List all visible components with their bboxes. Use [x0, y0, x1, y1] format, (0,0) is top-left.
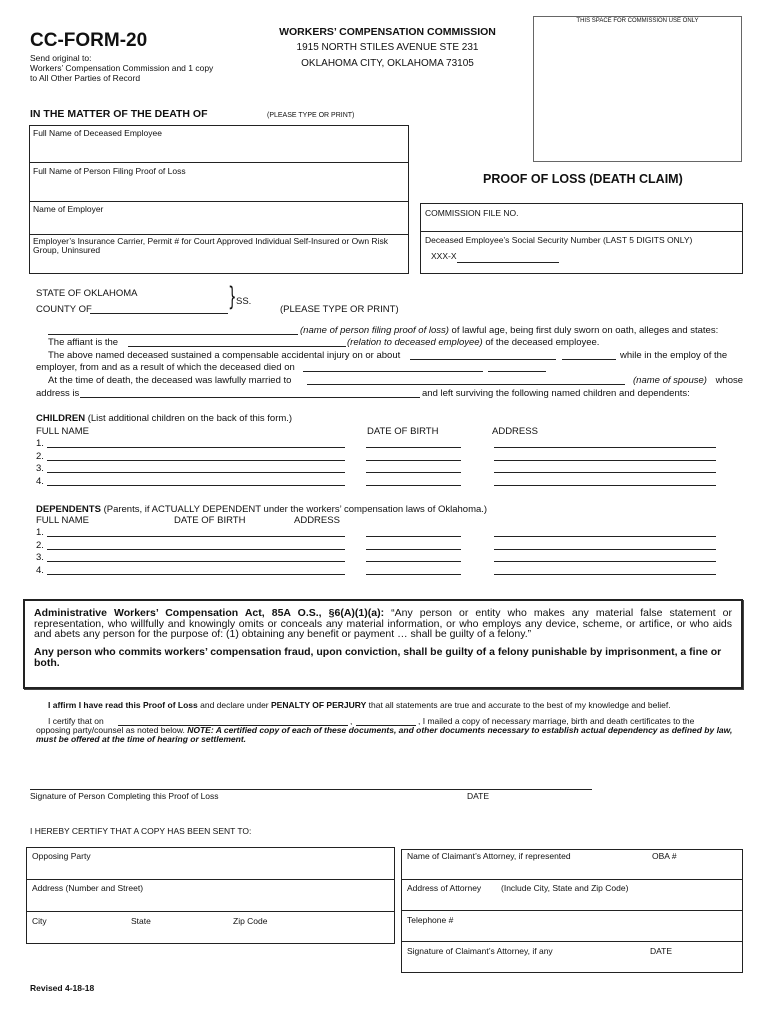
child-2-name[interactable] [47, 460, 345, 461]
attorney-signature-field[interactable] [401, 941, 743, 973]
certify-comma: , [350, 716, 353, 726]
injury-date-input[interactable] [410, 359, 556, 360]
child-row-2-num: 2. [36, 451, 44, 462]
relation-hint: (relation to deceased employee) [347, 337, 483, 348]
affirm-bold-2: PENALTY OF PERJURY [271, 700, 367, 710]
spouse-address-input[interactable] [80, 397, 420, 398]
state-label: State [131, 916, 151, 926]
city-label: City [32, 916, 47, 926]
agency-address-2: OKLAHOMA CITY, OKLAHOMA 73105 [301, 58, 474, 69]
dependents-heading [36, 504, 487, 515]
signature-date-label: DATE [467, 791, 490, 801]
ssn-field[interactable] [420, 231, 743, 274]
opposing-party-label: Opposing Party [32, 851, 91, 861]
attorney-date-label: DATE [650, 946, 673, 956]
body-line-2 [347, 337, 599, 348]
death-label: employer, from and as a result of which the deceased died on [36, 362, 295, 373]
death-year-input[interactable] [488, 371, 546, 372]
dependents-note: (Parents, if ACTUALLY DEPENDENT under the workers’ compensation laws of Oklahoma.) [103, 504, 488, 515]
child-row-4-num: 4. [36, 476, 44, 487]
children-note: (List additional children on the back of this form.) [87, 413, 293, 424]
deceased-name-label: Full Name of Deceased Employee [33, 128, 162, 138]
dependents-col-address: ADDRESS [294, 515, 340, 526]
carrier-field[interactable] [29, 234, 409, 274]
dependent-2-dob[interactable] [366, 549, 461, 550]
child-3-name[interactable] [47, 472, 345, 473]
carrier-label: Employer’s Insurance Carrier, Permit # for Court Approved Individual Self-Insured or Own Risk Group, Uninsured [33, 236, 388, 255]
married-label: At the time of death, the deceased was lawfully married to [48, 375, 292, 386]
affirm-bold-1: I affirm I have read this Proof of Loss [48, 700, 198, 710]
spouse-hint: (name of spouse) [633, 375, 707, 386]
child-1-dob[interactable] [366, 447, 461, 448]
child-2-address[interactable] [494, 460, 716, 461]
county-input[interactable] [90, 313, 228, 314]
matter-please-print: (PLEASE TYPE OR PRINT) [267, 112, 355, 119]
child-1-address[interactable] [494, 447, 716, 448]
dependent-3-dob[interactable] [366, 561, 461, 562]
state-line: STATE OF OKLAHOMA [36, 288, 138, 299]
body-line-2-end: of the deceased employee. [485, 337, 600, 348]
certify-note: NOTE: A certified copy of each of these documents, and other documents necessary to establish actual dependency as defined by law, must be offered at the time of hearing or settlement. [36, 725, 733, 744]
opposing-address-field[interactable] [26, 879, 395, 912]
ssn-prefix: XXX-X [431, 251, 457, 261]
employ-label: while in the employ of the [620, 350, 728, 361]
state-please-print: (PLEASE TYPE OR PRINT) [280, 304, 399, 315]
relation-input[interactable] [128, 346, 346, 347]
send-original [30, 53, 213, 83]
filer-name-field[interactable] [29, 162, 409, 202]
whose-label: whose [715, 375, 744, 386]
dependent-4-name[interactable] [47, 574, 345, 575]
commission-use-label: THIS SPACE FOR COMMISSION USE ONLY [576, 18, 699, 24]
dependent-1-address[interactable] [494, 536, 716, 537]
form-title: PROOF OF LOSS (DEATH CLAIM) [483, 172, 683, 186]
commission-file-label: COMMISSION FILE NO. [425, 208, 519, 218]
ss-label: SS. [236, 296, 252, 307]
dependent-3-name[interactable] [47, 561, 345, 562]
body-line-1-text: of lawful age, being first duly sworn on oath, alleges and states: [451, 325, 719, 336]
affirm-mid: and declare under [200, 700, 269, 710]
zip-label: Zip Code [233, 916, 268, 926]
children-col-dob: DATE OF BIRTH [367, 426, 439, 437]
dependent-1-name[interactable] [47, 536, 345, 537]
dependent-4-dob[interactable] [366, 574, 461, 575]
revised-date: Revised 4-18-18 [30, 983, 95, 993]
agency-block [265, 24, 510, 72]
send-original-line-1: Send original to: [30, 53, 92, 63]
child-row-3-num: 3. [36, 463, 44, 474]
child-4-address[interactable] [494, 485, 716, 486]
oba-label: OBA # [652, 851, 677, 861]
attorney-address-label: Address of Attorney [407, 883, 482, 893]
ssn-input-line[interactable] [457, 262, 559, 263]
attorney-address-field[interactable] [401, 879, 743, 911]
attorney-telephone-field[interactable] [401, 910, 743, 942]
injury-year-input[interactable] [562, 359, 616, 360]
signature-line[interactable] [30, 789, 592, 790]
spouse-input[interactable] [307, 384, 625, 385]
child-4-name[interactable] [47, 485, 345, 486]
attorney-address-note: (Include City, State and Zip Code) [501, 883, 629, 893]
dependent-row-1-num: 1. [36, 527, 44, 538]
children-heading [36, 413, 292, 424]
children-col-name: FULL NAME [36, 426, 89, 437]
attorney-name-field[interactable] [401, 849, 743, 880]
children-title: CHILDREN [36, 413, 86, 424]
child-2-dob[interactable] [366, 460, 461, 461]
dependents-col-dob: DATE OF BIRTH [174, 515, 246, 526]
send-original-line-2: Workers’ Compensation Commission and 1 copy [30, 63, 214, 73]
address-label: address is [36, 388, 80, 399]
filer-name-input[interactable] [48, 334, 298, 335]
certify-line-2: opposing party/counsel as noted below. [36, 725, 185, 735]
child-1-name[interactable] [47, 447, 345, 448]
certify-end: , I mailed a copy of necessary marriage, birth and death certificates to the [418, 716, 695, 726]
child-row-1-num: 1. [36, 438, 44, 449]
affiant-label: The affiant is the [48, 337, 119, 348]
dependent-row-4-num: 4. [36, 565, 44, 576]
certify-note-block [36, 726, 741, 744]
send-original-line-3: to All Other Parties of Record [30, 73, 141, 83]
warning-statute [34, 608, 732, 640]
employer-label: Name of Employer [33, 204, 104, 214]
warning-quote: “Any person or entity who makes any material false statement or representation, who willfully and knowingly omits or conceals any material information, or who employs any device, scheme, or artifice, or who aids and abets any person for the purpose of: (1) obtaining any benefit or payment … shall be guilty of a felony.” [34, 607, 733, 640]
opposing-address-label: Address (Number and Street) [32, 883, 144, 893]
warning-fraud: Any person who commits workers’ compensation fraud, upon conviction, shall be guilty of a felony punishable by imprisonment, a fine or both. [34, 645, 722, 669]
commission-use-box [533, 16, 742, 162]
dependent-4-address[interactable] [494, 574, 716, 575]
filer-name-hint: (name of person filing proof of loss) [300, 325, 449, 336]
opposing-party-field[interactable] [26, 847, 395, 880]
child-3-address[interactable] [494, 472, 716, 473]
commission-file-field[interactable] [420, 203, 743, 232]
body-line-5 [633, 375, 743, 386]
attorney-name-label: Name of Claimant’s Attorney, if represented [407, 851, 571, 861]
matter-heading: IN THE MATTER OF THE DEATH OF [30, 108, 208, 120]
affirm-line [48, 700, 671, 710]
body-line-1 [300, 325, 718, 336]
death-date-input[interactable] [303, 371, 483, 372]
attorney-signature-label: Signature of Claimant’s Attorney, if any [407, 946, 553, 956]
dependent-3-address[interactable] [494, 561, 716, 562]
children-col-address: ADDRESS [492, 426, 538, 437]
dependents-title: DEPENDENTS [36, 504, 101, 515]
dependent-row-3-num: 3. [36, 552, 44, 563]
warning-box [23, 599, 743, 689]
dependents-col-name: FULL NAME [36, 515, 89, 526]
dependent-2-address[interactable] [494, 549, 716, 550]
hereby-certify: I HEREBY CERTIFY THAT A COPY HAS BEEN SENT TO: [30, 826, 252, 836]
brace: } [228, 282, 237, 312]
affirm-end: that all statements are true and accurate to the best of my knowledge and belief. [368, 700, 671, 710]
opposing-city-field[interactable] [26, 911, 395, 944]
dependent-2-name[interactable] [47, 549, 345, 550]
injury-label: The above named deceased sustained a compensable accidental injury on or about [48, 350, 401, 361]
form-id: CC-FORM-20 [30, 30, 148, 51]
ssn-label: Deceased Employee’s Social Security Number (LAST 5 DIGITS ONLY) [425, 235, 693, 245]
deceased-name-field[interactable] [29, 125, 409, 163]
child-4-dob[interactable] [366, 485, 461, 486]
certify-start: I certify that on [48, 716, 104, 726]
agency-address-1: 1915 NORTH STILES AVENUE STE 231 [296, 42, 479, 53]
employer-field[interactable] [29, 201, 409, 235]
telephone-label: Telephone # [407, 915, 454, 925]
agency-name: WORKERS’ COMPENSATION COMMISSION [279, 26, 496, 38]
dependent-row-2-num: 2. [36, 540, 44, 551]
surviving-text: and left surviving the following named children and dependents: [422, 388, 690, 399]
signature-label: Signature of Person Completing this Proof of Loss [30, 791, 219, 801]
warning-lead: Administrative Workers’ Compensation Act, 85A O.S., §6(A)(1)(a): [34, 607, 385, 619]
county-label: COUNTY OF [36, 304, 92, 315]
filer-name-label: Full Name of Person Filing Proof of Loss [33, 166, 186, 176]
dependent-1-dob[interactable] [366, 536, 461, 537]
child-3-dob[interactable] [366, 472, 461, 473]
